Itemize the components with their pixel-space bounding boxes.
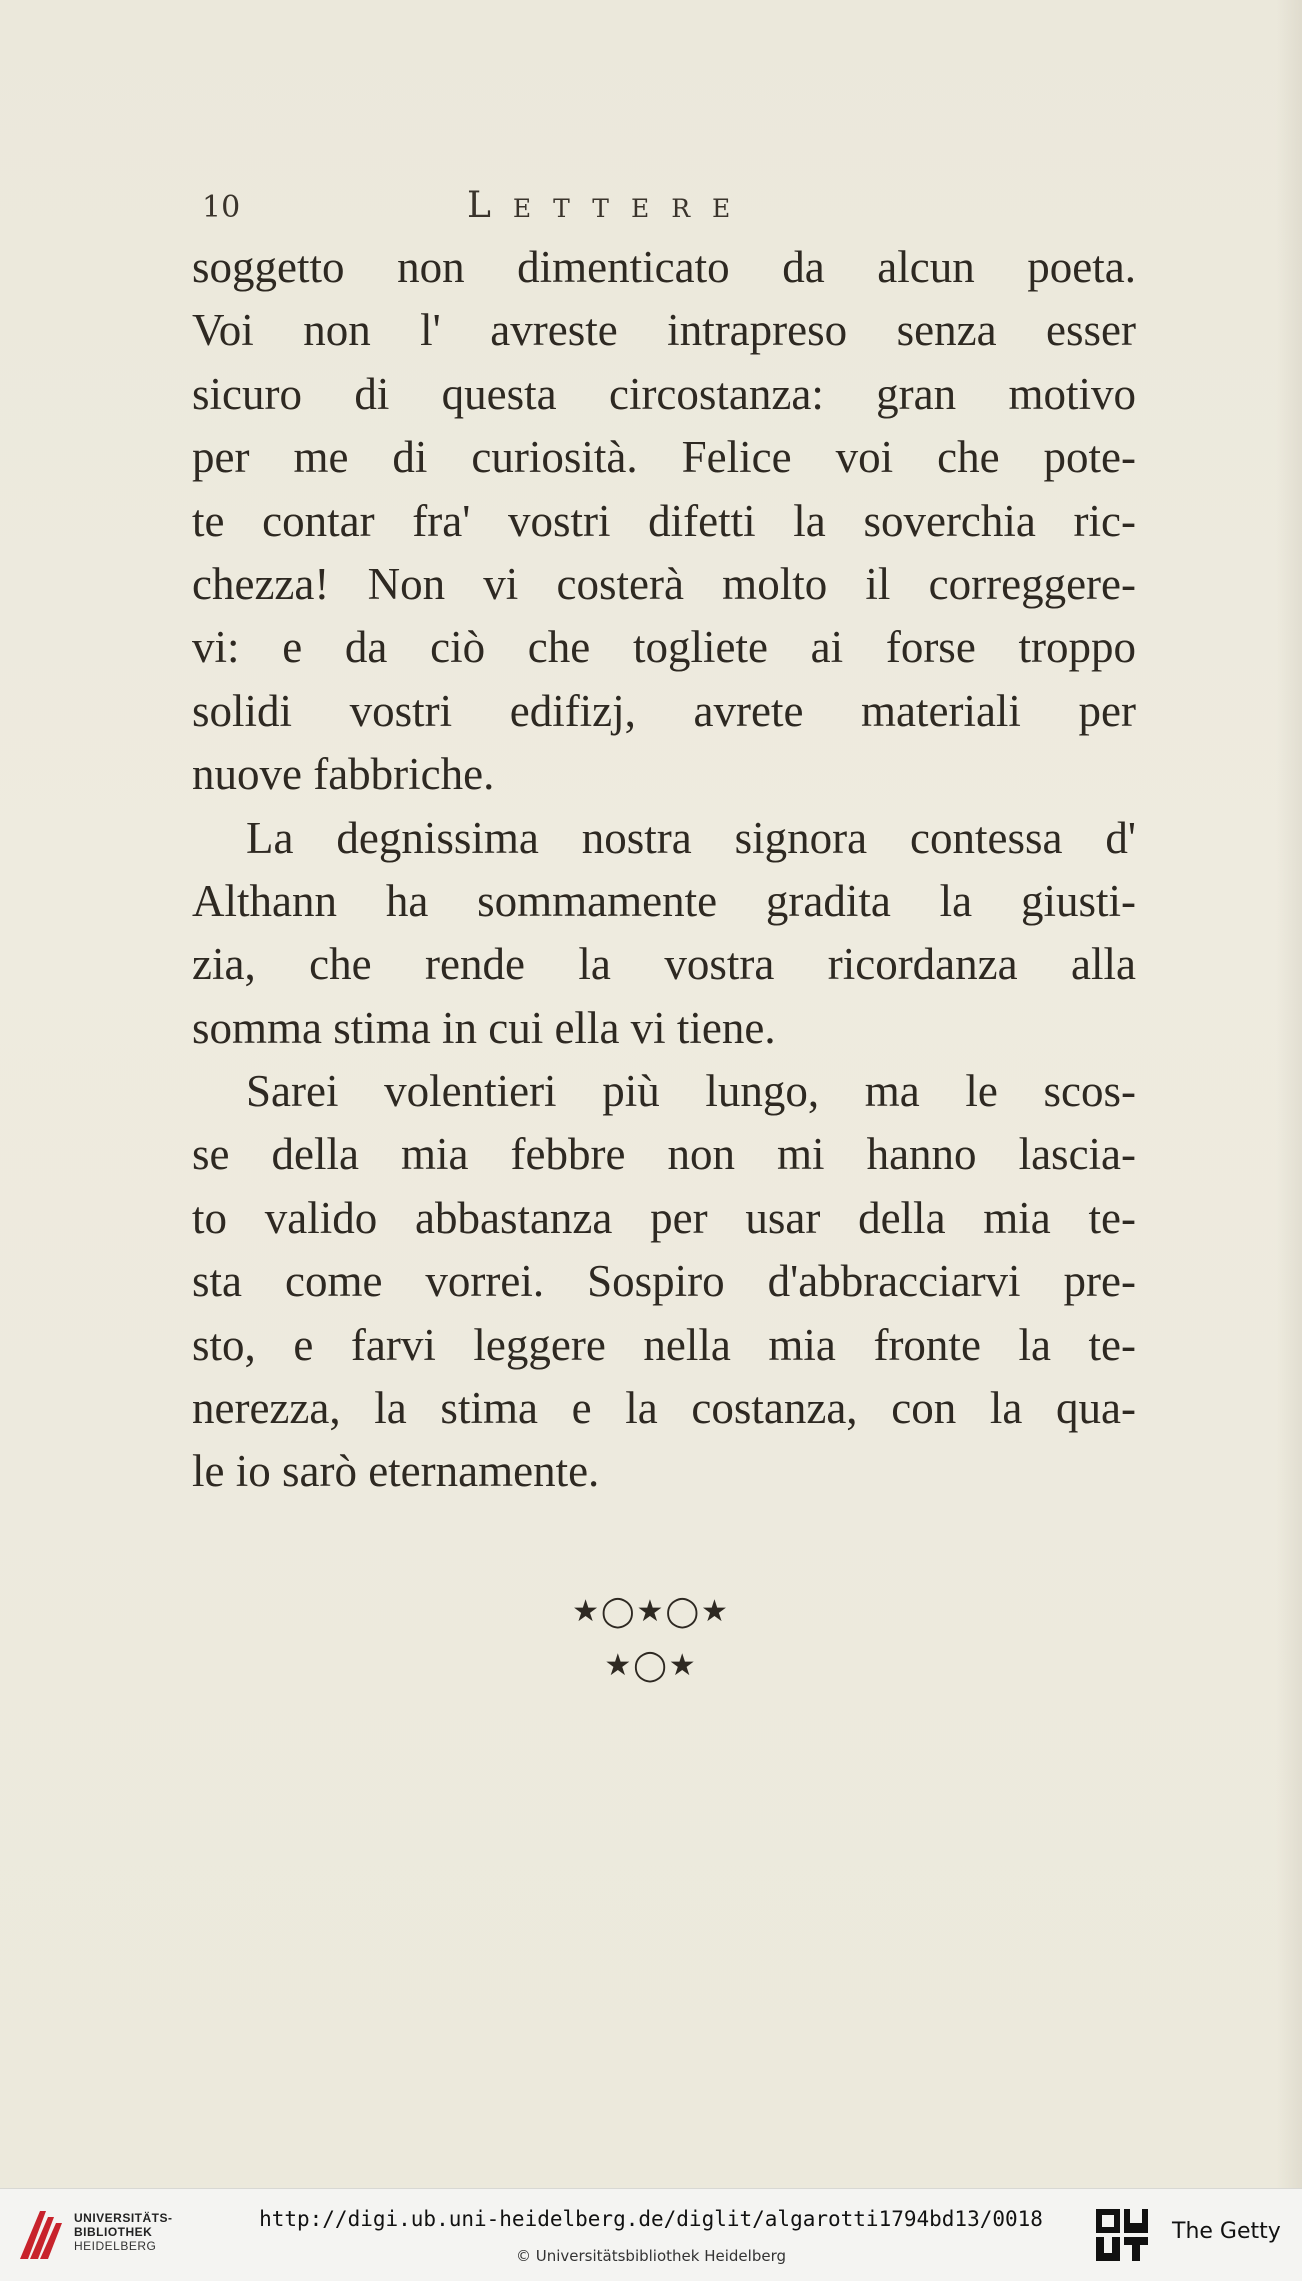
text-line: soggetto non dimenticato da alcun poeta. <box>192 242 1136 292</box>
text-line: se della mia febbre non mi hanno lascia- <box>192 1129 1136 1180</box>
getty-logo-icon[interactable] <box>1094 2205 1150 2267</box>
viewer-footer <box>0 2188 1302 2281</box>
text-line: nuove fabbriche. <box>192 749 495 800</box>
text-line: Voi non l' avreste intrapreso senza esser <box>192 305 1136 356</box>
text-line: Sarei volentieri più lungo, ma le scos- <box>246 1066 1136 1117</box>
library-name-line3: HEIDELBERG <box>74 2239 157 2253</box>
running-head-title: Lettere <box>467 185 753 226</box>
ornament-bottom: ★◯★ <box>604 1648 698 1683</box>
page-number: 10 <box>202 190 241 225</box>
text-line: Althann ha sommamente gradita la giusti- <box>192 875 1136 926</box>
text-line: sto, e farvi leggere nella mia fronte la te- <box>192 1319 1136 1370</box>
ornament-top: ★◯★◯★ <box>572 1594 730 1629</box>
page-edge-shadow <box>1276 0 1302 2188</box>
text-line: La degnissima nostra signora contessa d' <box>246 812 1136 863</box>
text-line: somma stima in cui ella vi tiene. <box>192 1002 776 1053</box>
text-line: nerezza, la stima e la costanza, con la qua- <box>192 1383 1136 1434</box>
text-line: te contar fra' vostri difetti la soverchia ric- <box>192 495 1136 546</box>
partner-name: The Getty <box>1172 2219 1281 2244</box>
text-line: sicuro di questa circostanza: gran motivo <box>192 368 1136 419</box>
library-name-line1: UNIVERSITÄTS- <box>74 2211 173 2225</box>
running-head <box>192 185 1142 238</box>
library-name-line2: BIBLIOTHEK <box>74 2225 153 2239</box>
text-line: vi: e da ciò che togliete ai forse troppo <box>192 622 1136 673</box>
copyright-notice: © Universitätsbibliothek Heidelberg <box>515 2247 786 2265</box>
text-line: chezza! Non vi costerà molto il correggere- <box>192 558 1136 609</box>
text-line: sta come vorrei. Sospiro d'abbracciarvi pre- <box>192 1256 1136 1307</box>
text-line: zia, che rende la vostra ricordanza alla <box>192 939 1136 990</box>
text-line: per me di curiosità. Felice voi che pote- <box>192 432 1136 483</box>
permalink-url[interactable]: http://digi.ub.uni-heidelberg.de/diglit/algarotti1794bd13/0018 <box>259 2207 1043 2231</box>
text-line: solidi vostri edifizj, avrete materiali per <box>192 685 1136 736</box>
body-text <box>192 236 1136 1504</box>
text-line: to valido abbastanza per usar della mia te- <box>192 1192 1136 1243</box>
text-line: le io sarò eternamente. <box>192 1446 600 1497</box>
